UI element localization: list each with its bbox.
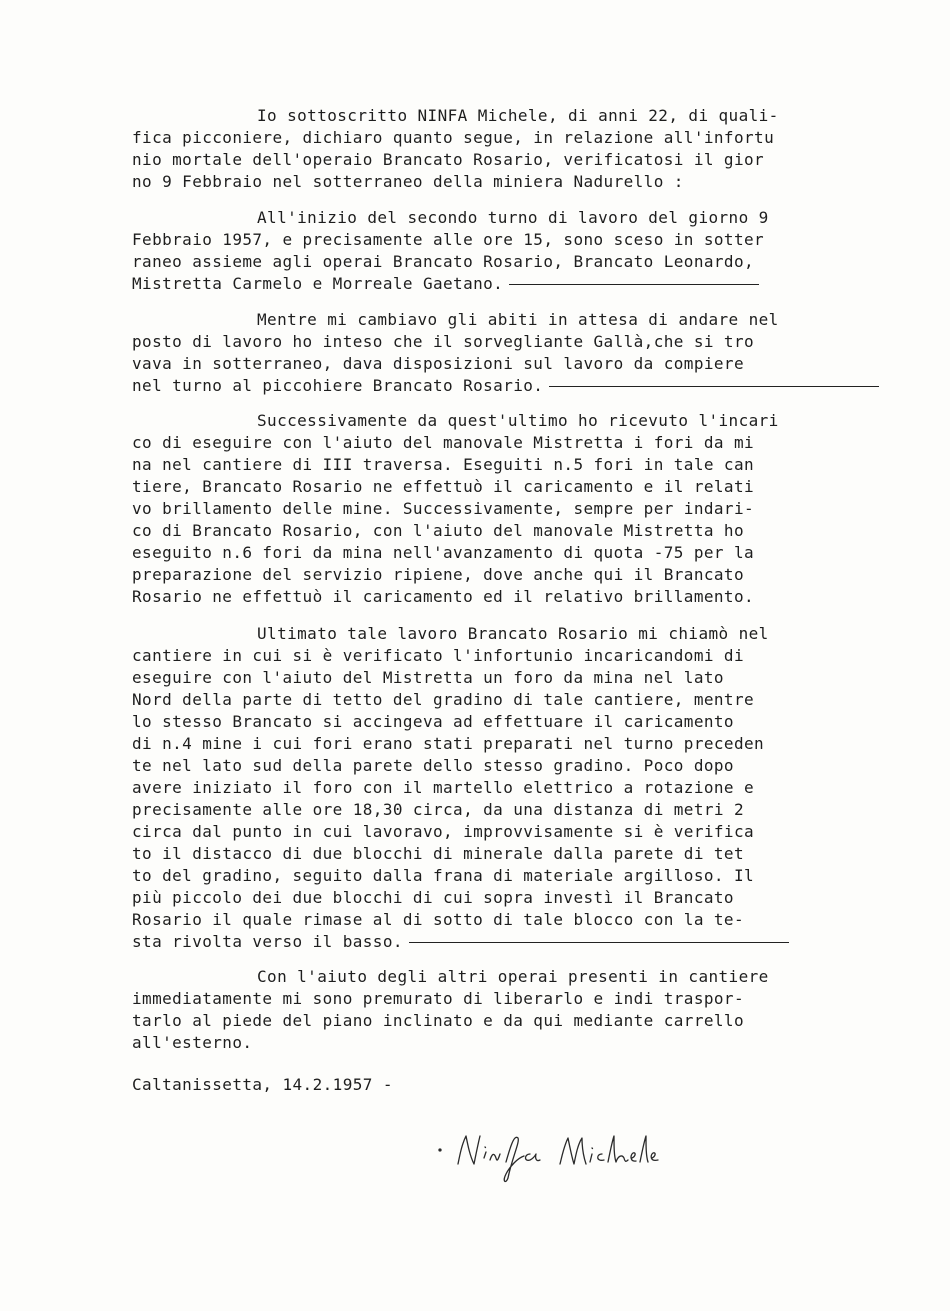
text-line: avere iniziato il foro con il martello elettrico a rotazione e [132, 778, 755, 797]
text-line: eseguito n.6 fori da mina nell'avanzamento di quota -75 per la [132, 543, 755, 562]
text-line: di n.4 mine i cui fori erano stati preparati nel turno preceden [132, 734, 765, 753]
text-line: posto di lavoro ho inteso che il sorvegliante Gallà,che si tro [132, 332, 755, 351]
text-line: Febbraio 1957, e precisamente alle ore 15, sono sceso in sotter [132, 230, 765, 249]
paragraph-drilling-work [132, 410, 852, 608]
text-line: co di Brancato Rosario, con l'aiuto del manovale Mistretta ho [132, 521, 745, 540]
text-line: Nord della parte di tetto del gradino di tale cantiere, mentre [132, 690, 755, 709]
fill-line [409, 942, 789, 943]
handwritten-signature [432, 1128, 672, 1188]
paragraph-start-of-shift [132, 207, 852, 295]
place-date: Caltanissetta, 14.2.1957 - [132, 1075, 393, 1094]
text-line: vo brillamento delle mine. Successivamente, sempre per indari- [132, 499, 755, 518]
paragraph-rescue [132, 966, 852, 1054]
text-line: precisamente alle ore 18,30 circa, da una distanza di metri 2 [132, 800, 745, 819]
text-line: lo stesso Brancato si accingeva ad effettuare il caricamento [132, 712, 734, 731]
text-line: più piccolo dei due blocchi di cui sopra investì il Brancato [132, 888, 734, 907]
text-line: no 9 Febbraio nel sotterraneo della miniera Nadurello : [132, 172, 684, 191]
text-line: to del gradino, seguito dalla frana di materiale argilloso. Il [132, 866, 755, 885]
text-line: nio mortale dell'operaio Brancato Rosario, verificatosi il gior [132, 150, 765, 169]
text-line: nel turno al piccohiere Brancato Rosario. [132, 375, 852, 397]
text-line: all'esterno. [132, 1033, 253, 1052]
text-line: Mentre mi cambiavo gli abiti in attesa di andare nel [257, 310, 779, 329]
fill-line [549, 386, 879, 387]
text-line: Rosario ne effettuò il caricamento ed il relativo brillamento. [132, 587, 755, 606]
text-line: raneo assieme agli operai Brancato Rosario, Brancato Leonardo, [132, 252, 755, 271]
text-line: Mistretta Carmelo e Morreale Gaetano. [132, 273, 852, 295]
text-line: cantiere in cui si è verificato l'infortunio incaricandomi di [132, 646, 745, 665]
text-line: vava in sotterraneo, dava disposizioni sul lavoro da compiere [132, 354, 745, 373]
text-line: immediatamente mi sono premurato di liberarlo e indi traspor- [132, 989, 745, 1008]
text-line: preparazione del servizio ripiene, dove anche qui il Brancato [132, 565, 745, 584]
text-line: Successivamente da quest'ultimo ho ricevuto l'incari [257, 411, 779, 430]
text-line: tarlo al piede del piano inclinato e da qui mediante carrello [132, 1011, 745, 1030]
text-line: to il distacco di due blocchi di minerale dalla parete di tet [132, 844, 745, 863]
text-line: Rosario il quale rimase al di sotto di tale blocco con la te- [132, 910, 745, 929]
text-line: co di eseguire con l'aiuto del manovale Mistretta i fori da mi [132, 433, 755, 452]
text-line: Ultimato tale lavoro Brancato Rosario mi chiamò nel [257, 624, 769, 643]
text-line: na nel cantiere di III traversa. Eseguiti n.5 fori in tale can [132, 455, 755, 474]
text-line: Con l'aiuto degli altri operai presenti in cantiere [257, 967, 769, 986]
text-line: tiere, Brancato Rosario ne effettuò il caricamento e il relati [132, 477, 755, 496]
paragraph-changing-clothes [132, 309, 852, 397]
text-line: fica picconiere, dichiaro quanto segue, in relazione all'infortu [132, 128, 775, 147]
text-line: te nel lato sud della parete dello stesso gradino. Poco dopo [132, 756, 734, 775]
text-line: circa dal punto in cui lavoravo, improvvisamente si è verifica [132, 822, 755, 841]
text-line: eseguire con l'aiuto del Mistretta un foro da mina nel lato [132, 668, 724, 687]
fill-line [509, 284, 759, 285]
text-line: All'inizio del secondo turno di lavoro del giorno 9 [257, 208, 769, 227]
text-line: sta rivolta verso il basso. [132, 931, 852, 953]
text-line: Io sottoscritto NINFA Michele, di anni 22, di quali- [257, 106, 779, 125]
paragraph-accident [132, 623, 852, 953]
paragraph-intro [132, 105, 852, 193]
